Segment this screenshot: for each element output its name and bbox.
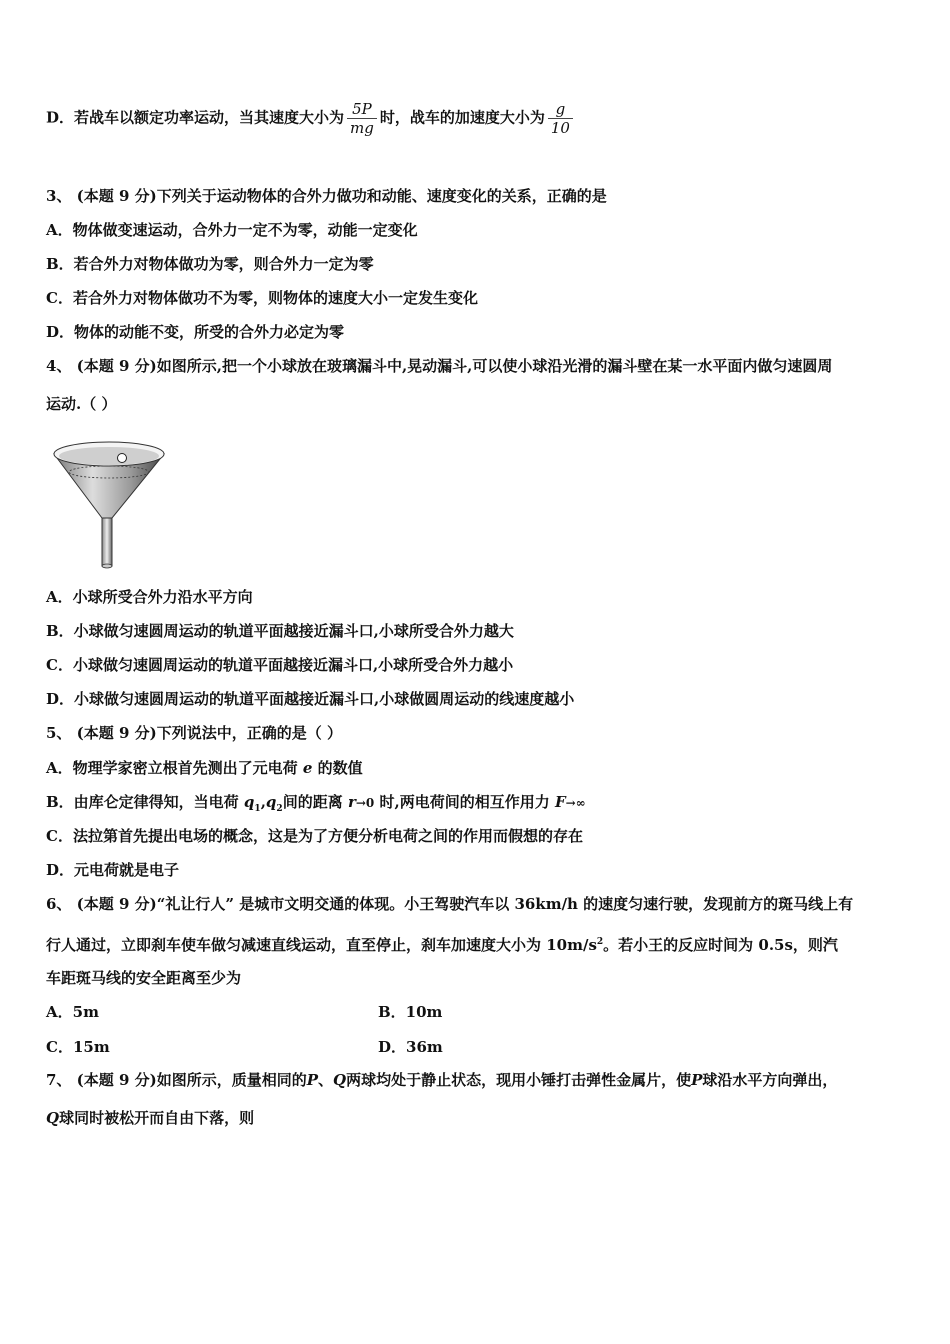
q3-option-a: A．物体做变速运动，合外力一定不为零，动能一定变化 (46, 221, 418, 239)
q6-stem-line2: 行人通过，立即刹车使车做匀减速直线运动，直至停止，刹车加速度大小为 $10m/s^2$。若小王的反应时间为 0.5s，则汽 (46, 936, 838, 954)
q5-option-a: A．物理学家密立根首先测出了元电荷 e 的数值 (46, 759, 363, 777)
q3-stem: 3、 (本题 9 分)下列关于运动物体的合外力做功和动能、速度变化的关系，正确的是 (46, 187, 607, 205)
q2-option-d (46, 100, 576, 137)
funnel-figure (50, 436, 170, 572)
q5-option-b: B．由库仑定律得知，当电荷 $q_1,q_2$间的距离 r→0 时,两电荷间的相互作用力 F→∞ (46, 793, 586, 814)
q4-option-a: A．小球所受合外力沿水平方向 (46, 588, 253, 606)
q4-stem-line1: 4、 (本题 9 分)如图所示,把一个小球放在玻璃漏斗中,晃动漏斗,可以使小球沿光滑的漏斗壁在某一水平面内做匀速圆周 (46, 357, 833, 375)
q5-option-c: C．法拉第首先提出电场的概念，这是为了方便分析电荷之间的作用而假想的存在 (46, 827, 583, 845)
q6-option-c: C．15m (46, 1038, 110, 1056)
q3-option-c: C．若合外力对物体做功不为零，则物体的速度大小一定发生变化 (46, 289, 478, 307)
q5-option-d: D．元电荷就是电子 (46, 861, 180, 879)
q6-option-a: A．5m (46, 1003, 99, 1021)
q6-stem-line3: 车距斑马线的安全距离至少为 (46, 969, 242, 987)
fraction-5p-over-mg: $\frac{5P}{mg}$ (347, 100, 377, 137)
q5-stem: 5、 (本题 9 分)下列说法中，正确的是（ ） (46, 724, 342, 742)
q2d-prefix: D．若战车以额定功率运动，当其速度大小为 (46, 108, 345, 127)
q4-option-d: D．小球做匀速圆周运动的轨道平面越接近漏斗口,小球做圆周运动的线速度越小 (46, 690, 575, 708)
q2d-middle: 时，战车的加速度大小为 (379, 108, 545, 127)
q3-option-d: D．物体的动能不变，所受的合外力必定为零 (46, 323, 345, 341)
q6-stem-line1: 6、 (本题 9 分)“礼让行人” 是城市文明交通的体现。小王驾驶汽车以 36km/h 的速度匀速行驶，发现前方的斑马线上有 (46, 895, 854, 913)
q6-option-b: B．10m (378, 1003, 443, 1021)
var-e: e (302, 759, 313, 777)
q4-option-b: B．小球做匀速圆周运动的轨道平面越接近漏斗口,小球所受合外力越大 (46, 622, 514, 640)
q4-stem-line2: 运动.（ ） (46, 395, 117, 413)
ball (118, 454, 127, 463)
q7-stem-line1: 7、 (本题 9 分)如图所示，质量相同的P、Q两球均处于静止状态，现用小锤打击弹性金属片，使P球沿水平方向弹出， (46, 1071, 838, 1089)
q4-option-c: C．小球做匀速圆周运动的轨道平面越接近漏斗口,小球所受合外力越小 (46, 656, 514, 674)
q3-option-b: B．若合外力对物体做功为零，则合外力一定为零 (46, 255, 374, 273)
q7-stem-line2: Q球同时被松开而自由下落，则 (46, 1109, 255, 1127)
q6-option-d: D．36m (378, 1038, 443, 1056)
fraction-g-over-10: $\frac{g}{10}$ (548, 100, 573, 137)
